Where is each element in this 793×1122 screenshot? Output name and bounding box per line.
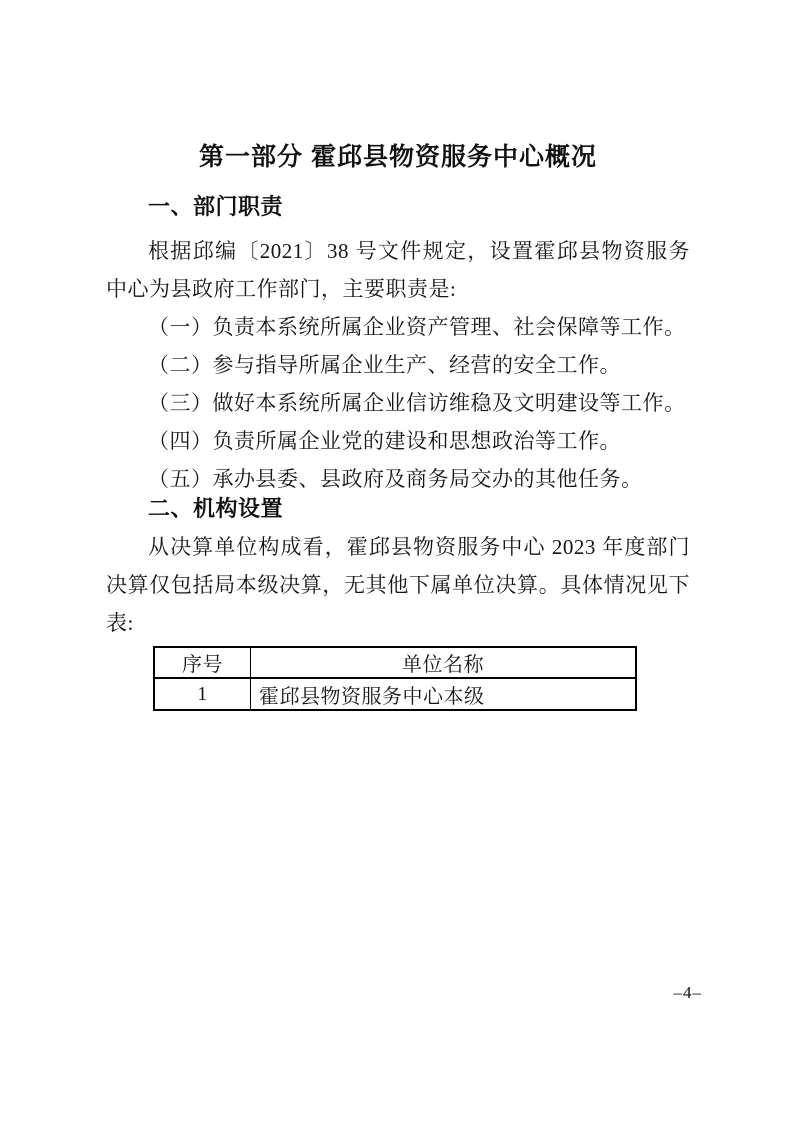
- page-number: –4–: [673, 983, 702, 1002]
- duty-item-2: （二）参与指导所属企业生产、经营的安全工作。: [148, 353, 621, 377]
- unit-table-header-name: 单位名称: [251, 647, 637, 678]
- page-title: 第一部分 霍邱县物资服务中心概况: [199, 143, 597, 171]
- duty-item-4: （四）负责所属企业党的建设和思想政治等工作。: [148, 429, 621, 453]
- unit-table: [153, 646, 637, 711]
- unit-table-header-index: 序号: [154, 647, 251, 678]
- table-row: [154, 678, 636, 710]
- section-heading-duties: 一、部门职责: [148, 194, 284, 219]
- duty-item-1: （一）负责本系统所属企业资产管理、社会保障等工作。: [148, 315, 686, 339]
- section-heading-structure: 二、机构设置: [148, 496, 284, 521]
- duty-item-3: （三）做好本系统所属企业信访维稳及文明建设等工作。: [148, 391, 686, 415]
- unit-table-header-row: [154, 647, 636, 678]
- duties-intro-paragraph: 根据邱编〔2021〕38 号文件规定，设置霍邱县物资服务中心为县政府工作部门，主要职责是:: [106, 239, 690, 301]
- duty-item-5: （五）承办县委、县政府及商务局交办的其他任务。: [148, 467, 643, 491]
- structure-intro-paragraph: 从决算单位构成看，霍邱县物资服务中心 2023 年度部门决算仅包括局本级决算，无其他下属单位决算。具体情况见下表:: [106, 535, 690, 635]
- unit-table-cell-name: 霍邱县物资服务中心本级: [251, 678, 637, 710]
- unit-table-cell-index: 1: [154, 678, 251, 710]
